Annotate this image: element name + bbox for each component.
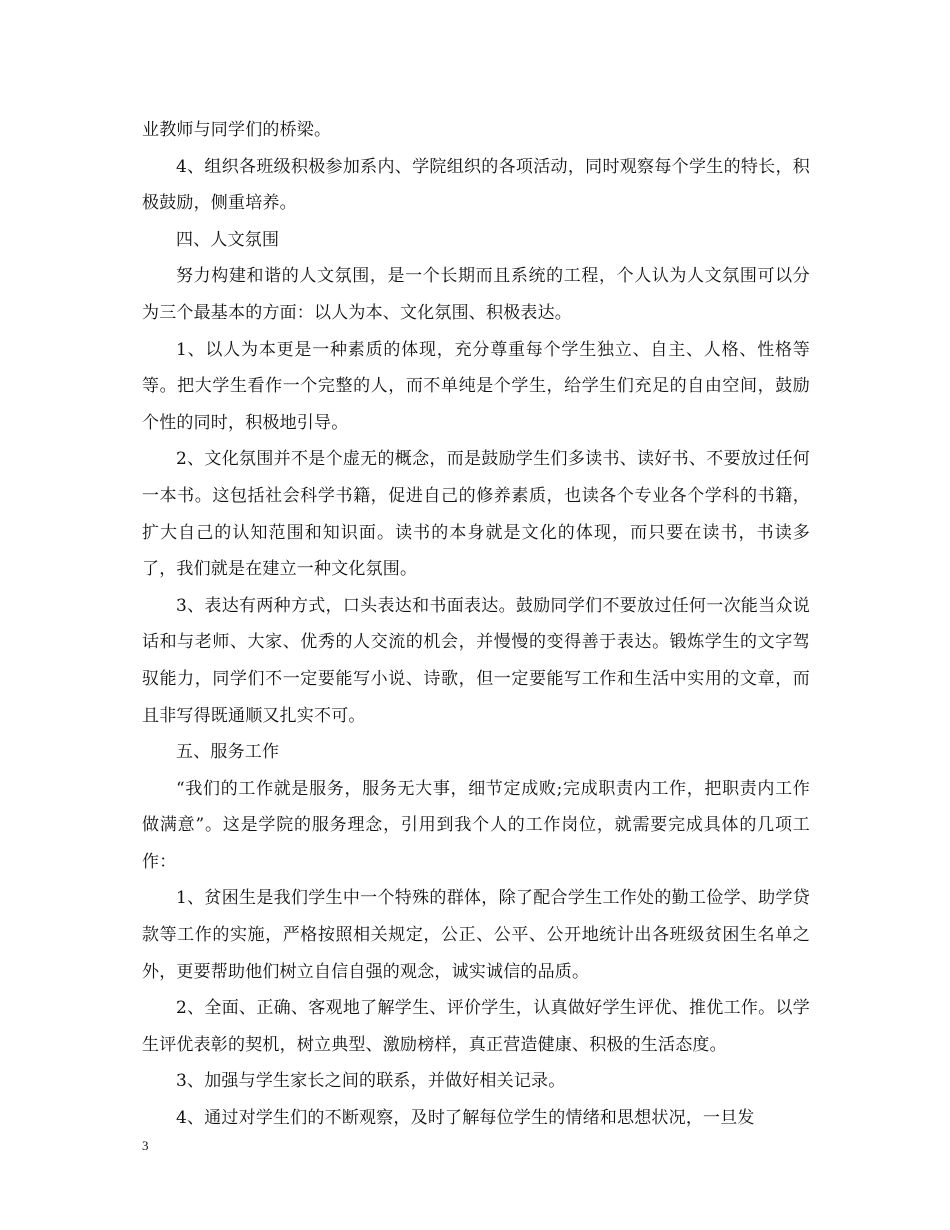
paragraph-item-3-expression: 3、表达有两种方式，口头表达和书面表达。鼓励同学们不要放过任何一次能当众说话和与老师、大家、优秀的人交流的机会，并慢慢的变得善于表达。锻炼学生的文字驾驭能力，同学们不一定要能写小说、诗歌，但一定要能写工作和生活中实用的文章，而且非写得既通顺又扎实不可。 bbox=[142, 595, 810, 726]
paragraph-service-item-4-observation: 4、通过对学生们的不断观察，及时了解每位学生的情绪和思想状况，一旦发 bbox=[176, 1108, 755, 1129]
document-body bbox=[142, 112, 810, 1137]
section-heading-humanistic-atmosphere: 四、人文氛围 bbox=[176, 229, 280, 250]
paragraph-item-1-people-oriented: 1、以人为本更是一种素质的体现，充分尊重每个学生独立、自主、人格、性格等等。把大学生看作一个完整的人，而不单纯是个学生，给学生们充足的自由空间，鼓励个性的同时，积极地引导。 bbox=[142, 339, 810, 433]
paragraph-service-item-1-poor-students: 1、贫困生是我们学生中一个特殊的群体，除了配合学生工作处的勤工俭学、助学贷款等工作的实施，严格按照相关规定，公正、公平、公开地统计出各班级贫困生名单之外，更要帮助他们树立自信自强的观念，诚实诚信的品质。 bbox=[142, 888, 810, 982]
paragraph-continuation: 业教师与同学们的桥梁。 bbox=[142, 120, 332, 140]
paragraph-item-2-cultural-atmosphere: 2、文化氛围并不是个虚无的概念，而是鼓励学生们多读书、读好书、不要放过任何一本书。这包括社会科学书籍，促进自己的修养素质，也读各个专业各个学科的书籍，扩大自己的认知范围和知识面。读书的本身就是文化的体现，而只要在读书，书读多了，我们就是在建立一种文化氛围。 bbox=[142, 449, 810, 580]
paragraph-humanistic-intro: 努力构建和谐的人文氛围，是一个长期而且系统的工程，个人认为人文氛围可以分为三个最基本的方面：以人为本、文化氛围、积极表达。 bbox=[142, 266, 810, 323]
section-heading-service-work: 五、服务工作 bbox=[176, 742, 280, 763]
paragraph-service-intro: “我们的工作就是服务，服务无大事，细节定成败;完成职责内工作，把职责内工作做满意”。这是学院的服务理念，引用到我个人的工作岗位，就需要完成具体的几项工作： bbox=[142, 778, 810, 872]
paragraph-service-item-3-parents: 3、加强与学生家长之间的联系，并做好相关记录。 bbox=[176, 1071, 566, 1092]
paragraph-item-4-activities: 4、组织各班级积极参加系内、学院组织的各项活动，同时观察每个学生的特长，积极鼓励，侧重培养。 bbox=[142, 156, 810, 214]
page-number: 3 bbox=[142, 1138, 149, 1153]
paragraph-service-item-2-evaluation: 2、全面、正确、客观地了解学生、评价学生，认真做好学生评优、推优工作。以学生评优表彰的契机，树立典型、激励榜样，真正营造健康、积极的生活态度。 bbox=[142, 998, 810, 1055]
